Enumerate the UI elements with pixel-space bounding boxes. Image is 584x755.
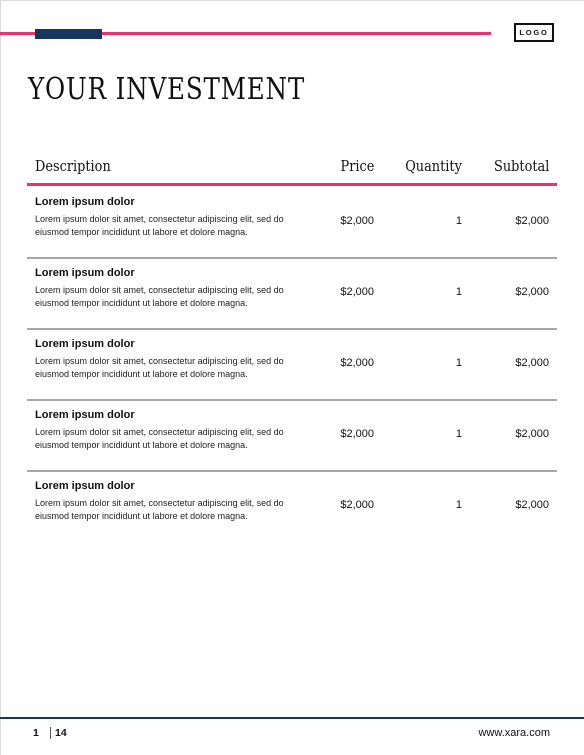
- row-quantity: 1: [455, 357, 462, 369]
- page-number: 1: [33, 727, 39, 739]
- logo: [514, 23, 554, 42]
- row-subtotal: $2,000: [515, 357, 549, 369]
- row-description: Lorem ipsum dolor sit amet, consectetur adipiscing elit, sed do eiusmod tempor incididunt ut labore et dolore magna.: [35, 285, 284, 308]
- page-total: 14: [55, 727, 67, 739]
- page-number-divider: [50, 727, 51, 739]
- row-price: $2,000: [340, 286, 374, 298]
- row-title: Lorem ipsum dolor: [35, 338, 135, 350]
- row-description: Lorem ipsum dolor sit amet, consectetur adipiscing elit, sed do eiusmod tempor incididunt ut labore et dolore magna.: [35, 356, 284, 379]
- row-description: Lorem ipsum dolor sit amet, consectetur adipiscing elit, sed do eiusmod tempor incididunt ut labore et dolore magna.: [35, 427, 284, 450]
- table-row: [27, 328, 557, 401]
- footer-line: [0, 717, 584, 719]
- row-title: Lorem ipsum dolor: [35, 409, 135, 421]
- row-subtotal: $2,000: [515, 215, 549, 227]
- website-link[interactable]: www.xara.com: [478, 727, 550, 739]
- row-title: Lorem ipsum dolor: [35, 267, 135, 279]
- row-price: $2,000: [340, 357, 374, 369]
- row-subtotal: $2,000: [515, 499, 549, 511]
- row-subtotal: $2,000: [515, 286, 549, 298]
- row-price: $2,000: [340, 499, 374, 511]
- row-title: Lorem ipsum dolor: [35, 480, 135, 492]
- table-row: [27, 186, 557, 259]
- row-quantity: 1: [455, 286, 462, 298]
- row-price: $2,000: [340, 428, 374, 440]
- row-quantity: 1: [455, 499, 462, 511]
- column-header-description: Description: [35, 157, 111, 175]
- header-accent-bar: [35, 29, 102, 39]
- row-description: Lorem ipsum dolor sit amet, consectetur adipiscing elit, sed do eiusmod tempor incididunt ut labore et dolore magna.: [35, 214, 284, 237]
- row-quantity: 1: [455, 428, 462, 440]
- row-description: Lorem ipsum dolor sit amet, consectetur adipiscing elit, sed do eiusmod tempor incididunt ut labore et dolore magna.: [35, 498, 284, 521]
- table-row: [27, 399, 557, 472]
- column-header-subtotal: Subtotal: [493, 157, 549, 175]
- row-quantity: 1: [455, 215, 462, 227]
- table-row: [27, 470, 557, 541]
- row-price: $2,000: [340, 215, 374, 227]
- table-header: [27, 152, 557, 186]
- column-header-quantity: Quantity: [405, 157, 462, 175]
- row-title: Lorem ipsum dolor: [35, 196, 135, 208]
- table-row: [27, 257, 557, 330]
- column-header-price: Price: [340, 157, 374, 175]
- page-title: YOUR INVESTMENT: [28, 72, 306, 107]
- logo-text: LOGO: [519, 28, 549, 37]
- row-subtotal: $2,000: [515, 428, 549, 440]
